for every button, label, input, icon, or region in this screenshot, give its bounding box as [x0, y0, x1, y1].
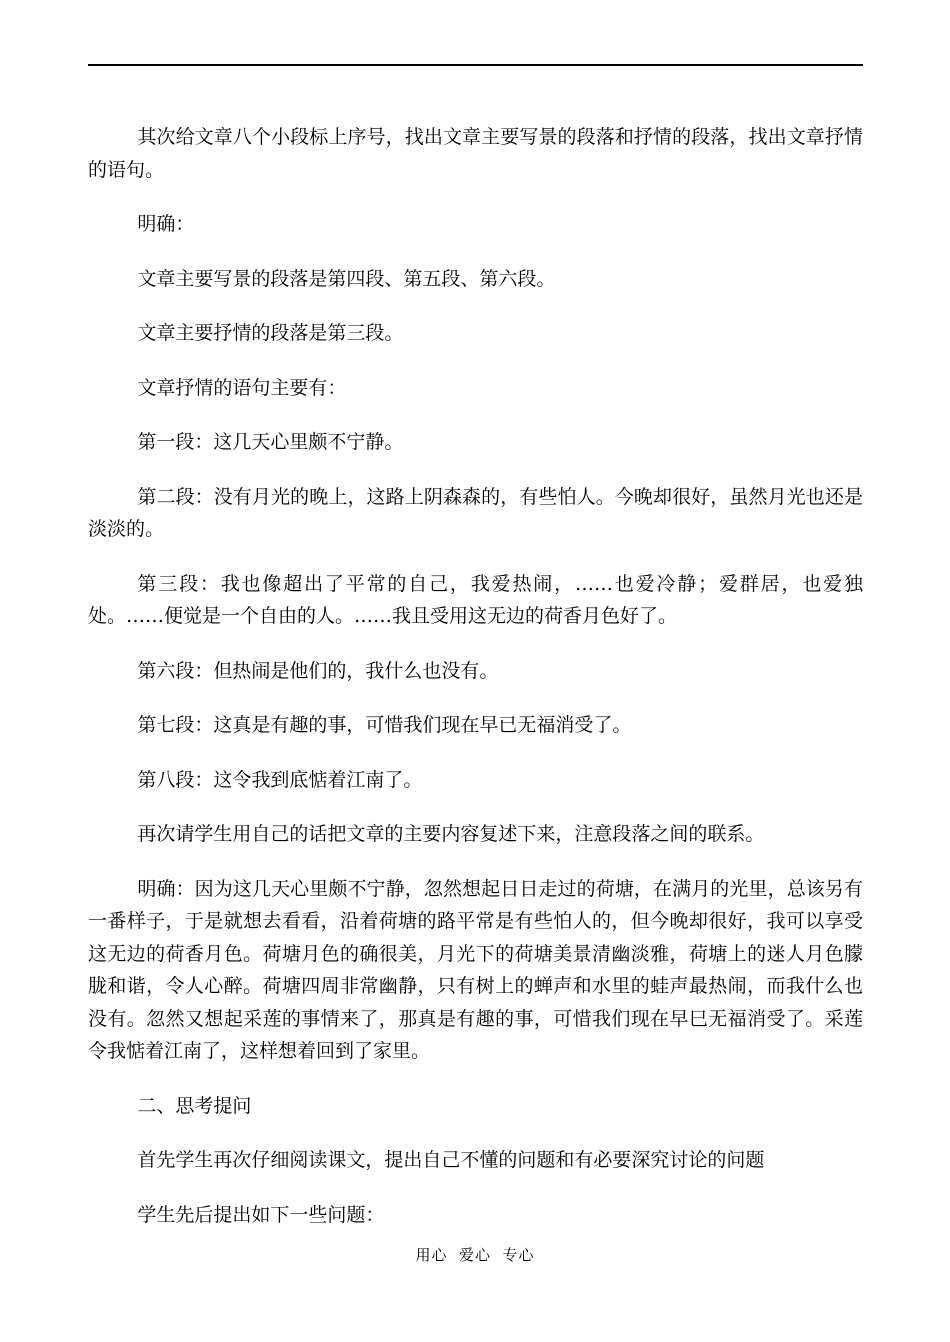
paragraph-retell-instruction: 再次请学生用自己的话把文章的主要内容复述下来，注意段落之间的联系。	[137, 823, 765, 845]
paragraph-section-7: 第七段：这真是有趣的事，可惜我们现在早已无福消受了。	[137, 714, 632, 736]
paragraph-instruction: 其次给文章八个小段标上序号，找出文章主要写景的段落和抒情的段落，找出文章抒情的语句。	[88, 126, 863, 181]
paragraph-questions-intro: 学生先后提出如下一些问题：	[137, 1203, 385, 1226]
paragraph-retell-answer: 明确：因为这几天心里颇不宁静，忽然想起日日走过的荷塘，在满月的光里，总该另有一番样子，于是就想去看看，沿着荷塘的路平常是有些怕人的，但今晚却很好，我可以享受这无边的荷香月色。荷塘月色的确很美，月光下的荷塘美景清幽淡雅，荷塘上的迷人月色朦胧和谐，令人心醉。荷塘四周非常幽静，只有树上的蝉声和水里的蛙声最热闹，而我什么也没有。忽然又想起采莲的事情来了，那真是有趣的事，可惜我们现在早巳无福消受了。采莲令我惦着江南了，这样想着回到了家里。	[88, 877, 863, 1062]
page-footer: 用心 爱心 专心	[415, 1246, 535, 1264]
body-text	[88, 121, 863, 1253]
paragraph-section-1: 第一段：这几天心里颇不宁静。	[137, 431, 404, 453]
paragraph-section-2: 第二段：没有月光的晚上，这路上阴森森的，有些怕人。今晚却很好，虽然月光也还是淡淡的。	[88, 485, 863, 540]
paragraph-lyric-sentences-intro: 文章抒情的语句主要有：	[137, 376, 347, 399]
paragraph-answer-label: 明确：	[137, 213, 195, 235]
paragraph-questions-instruction: 首先学生再次仔细阅读课文，提出自己不懂的问题和有必要深究讨论的问题	[137, 1149, 765, 1171]
section-heading: 二、思考提问	[137, 1094, 252, 1117]
paragraph-lyric-sections: 文章主要抒情的段落是第三段。	[137, 322, 404, 344]
paragraph-section-8: 第八段：这令我到底惦着江南了。	[137, 768, 423, 791]
paragraph-section-3: 第三段：我也像超出了平常的自己，我爱热闹，……也爱冷静；爱群居，也爱独处。……便觉是一个自由的人。……我且受用这无边的荷香月色好了。	[88, 572, 863, 627]
paragraph-section-6: 第六段：但热闹是他们的，我什么也没有。	[137, 659, 499, 682]
paragraph-scenery-sections: 文章主要写景的段落是第四段、第五段、第六段。	[137, 267, 556, 290]
header-rule	[88, 64, 863, 66]
